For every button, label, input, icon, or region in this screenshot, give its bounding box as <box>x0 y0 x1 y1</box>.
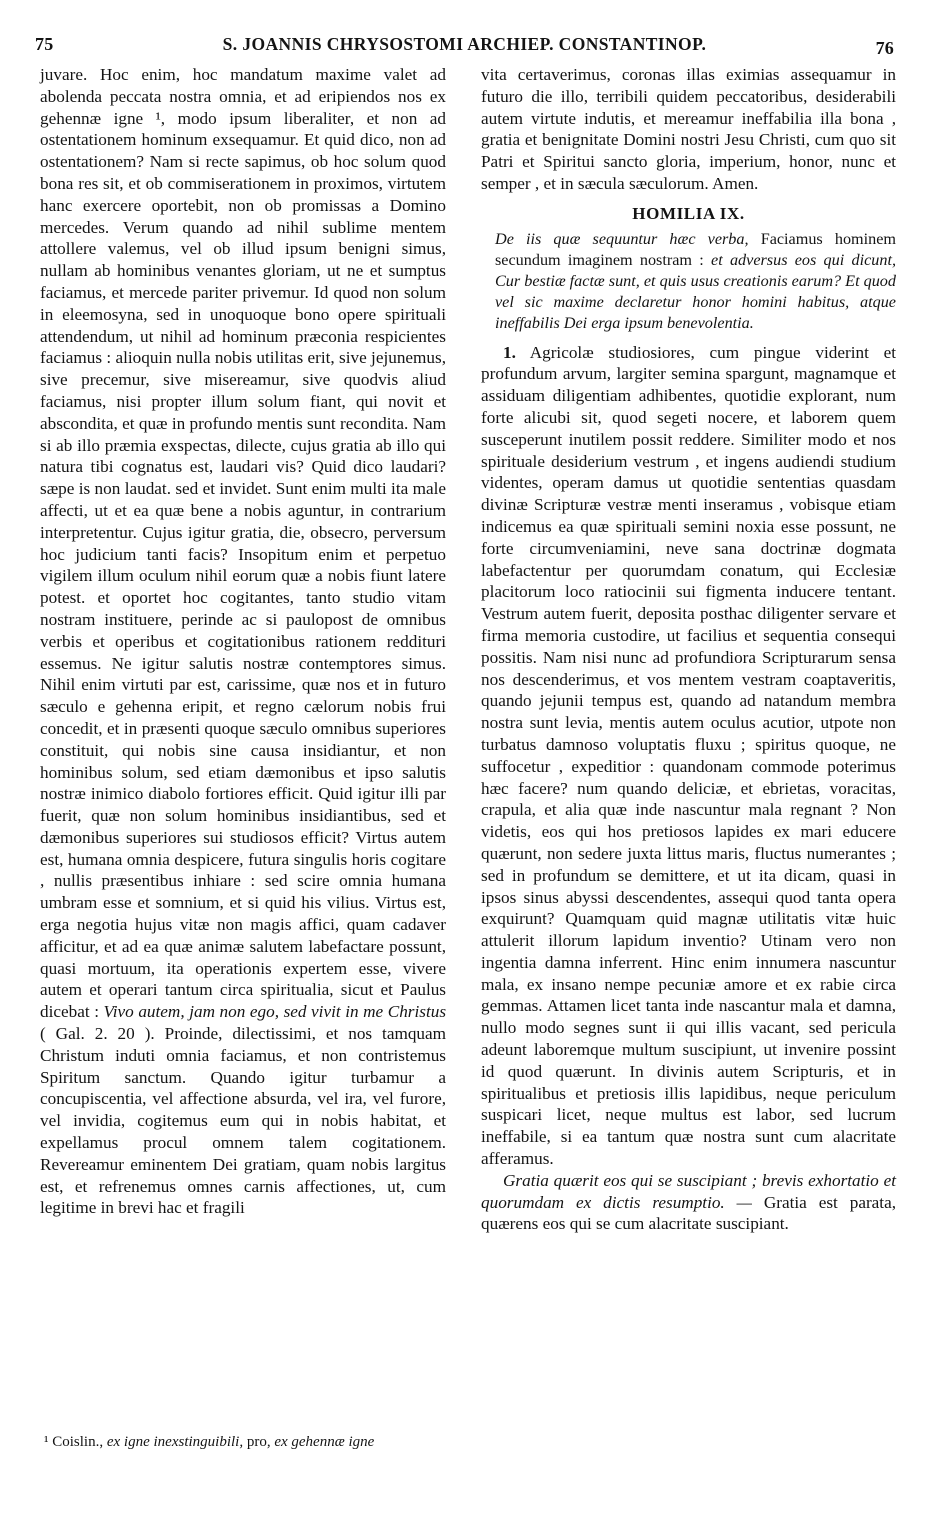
page-number-right: 76 <box>875 38 894 58</box>
paragraph-text: Proinde, dilectissimi, et nos tamquam Christum induti omnia faciamus, et non contristemus Spiritum sanctum. Quando igitur turbamur a concupiscentia, vel affectione absurda, vel ira, vel furore, vel invidia, cogitemus eum qui in nobis habitat, et expellamus procul omnem talem cogitationem. Revereamur eminentem Dei gratiam, quam nobis largitus est, et refrenemus omnes carnis affectiones, ut, cum legitime in brevi hac et fragili <box>40 1024 446 1218</box>
body-paragraph <box>40 64 446 1219</box>
argument-text: De iis quæ sequuntur hæc verba, <box>495 229 749 248</box>
footnote <box>40 1432 450 1452</box>
paragraph-text: juvare. Hoc enim, hoc mandatum maxime valet ad abolenda peccata nostra omnia, et ad eripiendos nos ex gehennæ igne ¹, modo ipsum liberaliter, et non ad ostentationem hominum exsequamur. Et quid dico, non ad ostentationem? Nam si recte sapimus, ob hoc solum quod bona res sit, et ob commiserationem in proximos, virtutem hanc exercere oportebit, non ob promissas a Domino mercedes. Verum quando ad nihil sublime mentem attollere valemus, vel ob illud ipsum benigni simus, nullam ab hominibus venantes gloriam, ut ne et sumptus faciamus, et mercede pariter privemur. Id quod non solum in eleemosyna, sed in unoquoque bono opere spirituali attendendum, ut nihil ad hominum præconia respicientes faciamus : alioquin nulla nobis utilitas erit, sive jejunemus, sive precemur, sive misereamur, sive quodvis aliud faciamus, nisi propter illum solum fiant, qui novit et abscondita, et quæ in profundo mentis sunt recondita. Nam si ab illo præmia exspectas, dilecte, cujus gratia ab illo qui natura tibi cognatus est, laudari vis? Quid dico laudari? sæpe is non laudat. sed et invidet. Sunt enim multi ita male affecti, ut et ea quæ bene a nobis aguntur, in contrarium interpretentur. Cujus igitur gratia, die, obsecro, perversum hoc judicium tanti facis? Insopitum enim et perpetuo vigilem illum oculum nihil eorum quæ a nobis fiunt latere potest. et oportet hoc cogitantes, tanto studio vitam nostram instituere, perinde ac si paulopost de omnibus verbis et operibus et cogitationibus rationem reddituri essemus. Ne igitur salutis nostræ contemptores simus. Nihil enim virtuti par est, carissime, quæ nos et in futuro sæculo e gehenna eripit, et regno cælorum nobis frui concedit, et in præsenti quoque sæculo omnibus superiores constituit, qui nobis sine causa insidiantur, et non hominibus solum, sed etiam dæmonibus et ipso salutis nostræ inimico diabolo fortiores efficit. Quid igitur illi par fuerit, quæ non solum hominibus insidiantibus, sed et dæmonibus superiores sui studiosos efficit? Virtus autem est, humana omnia despicere, futura singulis horis cogitare , nullis præsentibus inhiare : sed scire omnia humana umbram esse et somnium, et si quid his vilius. Virtus est, erga negotia hujus vitæ non magis affici, quam cadaver afficitur, et ad ea quæ animæ salutem labefactare possunt, quasi mortuum, ita operationis expertem esse, vivere autem et operari tantum circa spiritualia, sicut et Paulus dicebat : <box>40 65 446 1022</box>
section-summary: Gratia quærit eos qui se suscipiant ; brevis exhortatio et quorumdam ex dictis resumptio. — <box>481 1170 896 1212</box>
right-column <box>481 64 896 1235</box>
running-title: S. JOANNIS CHRYSOSTOMI ARCHIEP. CONSTANTINOP. <box>222 34 707 54</box>
paragraph-text: Gratia est parata, quærens eos qui se cum alacritate suscipiant. <box>481 1192 897 1234</box>
scripture-quote: Vivo autem, jam non ego, sed vivit in me Christus <box>103 1002 447 1022</box>
scripture-reference: ( Gal. 2. 20 ). <box>40 1024 155 1044</box>
paragraph-text: Agricolæ studiosiores, cum pingue viderint et profundum arvum, largiter semina spargunt, magnamque et assiduam diligentiam adhibentes, quotidie explorant, num forte alicubi sit, quod segeti nocere, et laborem quem susceperunt inutilem possit reddere. Similiter modo et nos spirituale desiderium vestrum , et ingens audiendi studium videntes, operam damus ut quotidie sententias quasdam divinæ Scripturæ vestræ menti inseramus , vobisque etiam indicemus ea quæ spirituali semini noxia esse possunt, ne forte circumveniamini, neve sana doctrinæ dogmata labefactentur per quorumdam conatum, qui Ecclesiæ placitorum loco ratiocinii sui figmenta inducere tentant. Vestrum autem fuerit, deposita posthac diligenter servare et firma memoria custodire, ut facilius et sequentia consequi possitis. Nam nisi nunc ad profundiora Scripturarum sensa nos descenderimus, et vos mentem vestram coaptaveritis, quando jejunii tempus est, quando ad natandum membra nostra sunt levia, mentis autem oculus acutior, utpote non turbatus damnoso voluptatis fluxu ; spiritus quoque, ne suffocetur , expeditior : quandonam commode poterimus hæc facere? num quando deliciæ, et ebrietas, voracitas, crapula, et alia quæ inde nascuntur mala regnant ? Non videtis, eos qui hos pretiosos lapides ex mari educere quærunt, non sedere juxta littus maris, fluctus numerantes ; sed in profundum se demittere, et ut ita dicam, quasi in ipsos sinus abyssi descendentes, assequi quod tanta opera exquirunt? Quamquam quid magnæ utilitatis vitæ huic attulerit illorum lapidum inventio? Utinam vero non ingentia damna inferrent. Hinc enim innumera nascuntur mala, ex insano nempe pecuniæ amore et ex rabie circa gemmas. Attamen licet tanta inde nascantur mala et damna, nullo modo segnes sunt ii qui illis vacant, sed pericula adeunt laboremque multum suscipiunt, ut invenire possint id quod quærunt. In divinis autem Scripturis, et in spiritualibus et pretiosis illis lapidibus, neque periculum suspicari licet, neque multus est labor, sed lucrum ineffabile, si ea tantum quæ nostra sunt cum alacritate afferamus. <box>481 342 896 1169</box>
body-paragraph: vita certaverimus, coronas illas eximias assequamur in futuro die illo, terribili quidem peccatoribus, desiderabili autem virtute indutis, et mereamur ineffabilia illa bona , gratia et benignitate Domini nostri Jesu Christi, cum quo sit Patri et Spiritui sancto gloria, imperium, honor, nunc et semper , et in sæcula sæculorum. Amen. <box>481 65 896 193</box>
homily-title: HOMILIA IX. <box>632 203 745 223</box>
argument-text: et adversus eos qui dicunt, Cur bestiæ factæ sunt, et quis usus creationis earum? Et quod vel sic maxime declaretur honor homini habitus, atque ineffabilis Dei erga ipsum benevolentia. <box>495 250 896 332</box>
footnote-mark: ¹ <box>44 1434 49 1450</box>
argument-quote: Faciamus hominem secundum imaginem nostram : <box>495 229 897 269</box>
footnote-lemma: ex gehennæ igne <box>274 1434 375 1450</box>
body-paragraph <box>481 342 896 1170</box>
footnote-pro: pro, <box>246 1434 271 1450</box>
footnote-source: Coislin., <box>52 1434 104 1450</box>
left-column <box>40 64 446 1219</box>
footnote-variant: ex igne inexstinguibili, <box>106 1434 244 1450</box>
section-number: 1. <box>503 342 516 362</box>
body-paragraph <box>481 1170 896 1235</box>
page-number-left: 75 <box>35 34 54 54</box>
homily-argument <box>481 229 896 334</box>
